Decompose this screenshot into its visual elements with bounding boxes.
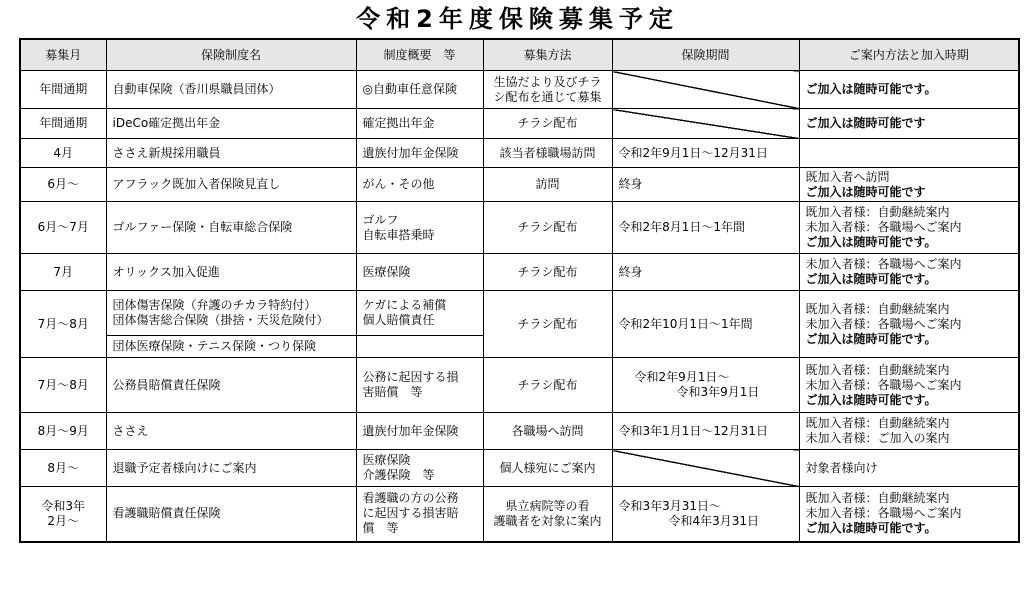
- cell-plan-name: 公務員賠償責任保険: [106, 358, 356, 413]
- outline-line: 公務に起因する損: [362, 370, 459, 384]
- cell-month: 4月: [20, 139, 106, 168]
- cell-outline: がん・その他: [356, 168, 483, 202]
- cell-plan-name: ゴルファー保険・自転車総合保険: [106, 202, 356, 254]
- header-guide: ご案内方法と加入時期: [799, 39, 1019, 71]
- method-line: シ配布を通じて募集: [493, 89, 602, 104]
- guide-line: 未加入者様：各職場へご案内: [805, 316, 962, 331]
- guide-line: ご加入は随時可能です。: [805, 392, 937, 407]
- table-row: [20, 71, 1019, 109]
- guide-line: ご加入は随時可能です: [805, 184, 926, 199]
- cell-outline: 遺族付加年金保険: [356, 139, 483, 168]
- cell-period: 令和3年1月1日～12月31日: [612, 413, 799, 450]
- cell-method: チラシ配布: [483, 202, 612, 254]
- cell-plan-name: iDeCo確定拠出年金: [106, 109, 356, 139]
- cell-method: チラシ配布: [483, 254, 612, 291]
- cell-guide: ご加入は随時可能です。: [799, 71, 1019, 109]
- outline-line: 看護職の方の公務: [362, 491, 459, 506]
- outline-line: ケガによる補償: [362, 298, 447, 312]
- cell-plan-name: 団体医療保険・テニス保険・つり保険: [106, 336, 356, 358]
- method-line: 生協だより及びチラ: [493, 74, 602, 89]
- cell-method: チラシ配布: [483, 291, 612, 358]
- outline-line: ゴルフ: [362, 212, 399, 227]
- cell-period-empty: [612, 71, 799, 109]
- guide-line: 未加入者様：各職場へご案内: [805, 506, 962, 521]
- table-row: [20, 254, 1019, 291]
- month-line: 2月～: [47, 513, 80, 528]
- cell-month: 6月～7月: [20, 202, 106, 254]
- guide-line: 既加入者様：自動継続案内: [805, 491, 950, 506]
- cell-method: チラシ配布: [483, 358, 612, 413]
- period-line: 令和3年9月1日: [676, 385, 760, 399]
- plan-name-line: 団体傷害総合保険（掛捨・天災危険付）: [112, 313, 329, 327]
- cell-outline: [356, 358, 483, 413]
- cell-period: 令和2年10月1日～1年間: [612, 291, 799, 358]
- guide-line: 既加入者へ訪問: [805, 169, 890, 184]
- method-line: 県立病院等の看: [505, 498, 590, 513]
- method-line: 護職者を対象に案内: [493, 513, 602, 528]
- cell-guide: [799, 139, 1019, 168]
- cell-guide: [799, 202, 1019, 254]
- cell-guide: [799, 254, 1019, 291]
- guide-line: ご加入は随時可能です。: [805, 235, 937, 249]
- cell-guide: [799, 413, 1019, 450]
- cell-outline: 遺族付加年金保険: [356, 413, 483, 450]
- cell-method: 各職場へ訪問: [483, 413, 612, 450]
- header-row: [20, 39, 1019, 71]
- cell-period: 終身: [612, 254, 799, 291]
- cell-period-empty: [612, 450, 799, 487]
- header-period: 保険期間: [612, 39, 799, 71]
- guide-line: 未加入者様：各職場へご案内: [805, 220, 962, 234]
- cell-month: 8月～9月: [20, 413, 106, 450]
- cell-plan-name: ささえ新規採用職員: [106, 139, 356, 168]
- table-row: [20, 291, 1019, 336]
- cell-guide: ご加入は随時可能です: [799, 109, 1019, 139]
- guide-line: ご加入は随時可能です。: [805, 521, 937, 536]
- guide-line: 未加入者様：ご加入の案内: [805, 431, 950, 445]
- schedule-table: [19, 38, 1020, 543]
- cell-plan-name: 看護職賠償責任保険: [106, 487, 356, 542]
- cell-plan-name: ささえ: [106, 413, 356, 450]
- outline-line: 医療保険: [362, 453, 411, 467]
- cell-plan-name: [106, 291, 356, 336]
- cell-month: 8月～: [20, 450, 106, 487]
- cell-method: [483, 71, 612, 109]
- cell-month: 7月: [20, 254, 106, 291]
- cell-guide: [799, 358, 1019, 413]
- cell-plan-name: オリックス加入促進: [106, 254, 356, 291]
- outline-line: 自転車搭乗時: [362, 227, 435, 242]
- outline-line: 個人賠償責任: [362, 313, 435, 327]
- table-row: [20, 109, 1019, 139]
- cell-period-empty: [612, 109, 799, 139]
- cell-method: 該当者様職場訪問: [483, 139, 612, 168]
- outline-line: 償 等: [362, 521, 399, 536]
- outline-line: 介護保険 等: [362, 468, 435, 482]
- cell-method: 訪問: [483, 168, 612, 202]
- cell-plan-name: アフラック既加入者保険見直し: [106, 168, 356, 202]
- header-plan-name: 保険制度名: [106, 39, 356, 71]
- cell-period: 終身: [612, 168, 799, 202]
- guide-line: 既加入者様：自動継続案内: [805, 301, 950, 316]
- table-row: [20, 139, 1019, 168]
- guide-line: ご加入は随時可能です。: [805, 272, 937, 286]
- table-row: [20, 358, 1019, 413]
- cell-guide: 対象者様向け: [799, 450, 1019, 487]
- cell-outline: [356, 336, 483, 358]
- outline-line: 害賠償 等: [362, 385, 423, 399]
- guide-line: 既加入者様：自動継続案内: [805, 205, 950, 219]
- month-line: 令和3年: [41, 498, 86, 513]
- guide-line: ご加入は随時可能です。: [805, 331, 937, 346]
- cell-guide: [799, 168, 1019, 202]
- cell-outline: 確定拠出年金: [356, 109, 483, 139]
- cell-month: 7月～8月: [20, 291, 106, 358]
- cell-plan-name: 自動車保険（香川県職員団体）: [106, 71, 356, 109]
- table-row: [20, 450, 1019, 487]
- plan-name-line: 団体傷害保険（弁護のチカラ特約付）: [112, 298, 317, 312]
- cell-period: [612, 358, 799, 413]
- outline-line: に起因する損害賠: [362, 506, 459, 521]
- cell-outline: ◎自動車任意保険: [356, 71, 483, 109]
- cell-month: 7月～8月: [20, 358, 106, 413]
- cell-period: 令和2年9月1日～12月31日: [612, 139, 799, 168]
- cell-outline: [356, 487, 483, 542]
- table-row: [20, 413, 1019, 450]
- cell-month: 年間通期: [20, 109, 106, 139]
- cell-period: [612, 487, 799, 542]
- cell-method: 個人様宛にご案内: [483, 450, 612, 487]
- header-method: 募集方法: [483, 39, 612, 71]
- header-outline: 制度概要 等: [356, 39, 483, 71]
- guide-line: 未加入者様：各職場へご案内: [805, 257, 962, 271]
- table-row: [20, 168, 1019, 202]
- table-row: [20, 487, 1019, 542]
- header-month: 募集月: [20, 39, 106, 71]
- page-title: 令和2年度保険募集予定: [356, 5, 679, 33]
- guide-line: 既加入者様：自動継続案内: [805, 416, 950, 430]
- guide-line: 既加入者様：自動継続案内: [805, 362, 950, 377]
- cell-method: [483, 487, 612, 542]
- cell-month: 年間通期: [20, 71, 106, 109]
- cell-guide: [799, 291, 1019, 358]
- guide-line: 未加入者様：各職場へご案内: [805, 377, 962, 392]
- cell-period: 令和2年8月1日～1年間: [612, 202, 799, 254]
- period-line: 令和2年9月1日～: [634, 370, 730, 384]
- period-line: 令和3年3月31日～: [618, 498, 722, 513]
- period-line: 令和4年3月31日: [668, 513, 760, 528]
- table-row: [20, 202, 1019, 254]
- cell-plan-name: 退職予定者様向けにご案内: [106, 450, 356, 487]
- cell-month: [20, 487, 106, 542]
- cell-outline: [356, 202, 483, 254]
- cell-month: 6月～: [20, 168, 106, 202]
- cell-outline: 医療保険: [356, 254, 483, 291]
- cell-outline: [356, 450, 483, 487]
- cell-guide: [799, 487, 1019, 542]
- cell-outline: [356, 291, 483, 336]
- cell-method: チラシ配布: [483, 109, 612, 139]
